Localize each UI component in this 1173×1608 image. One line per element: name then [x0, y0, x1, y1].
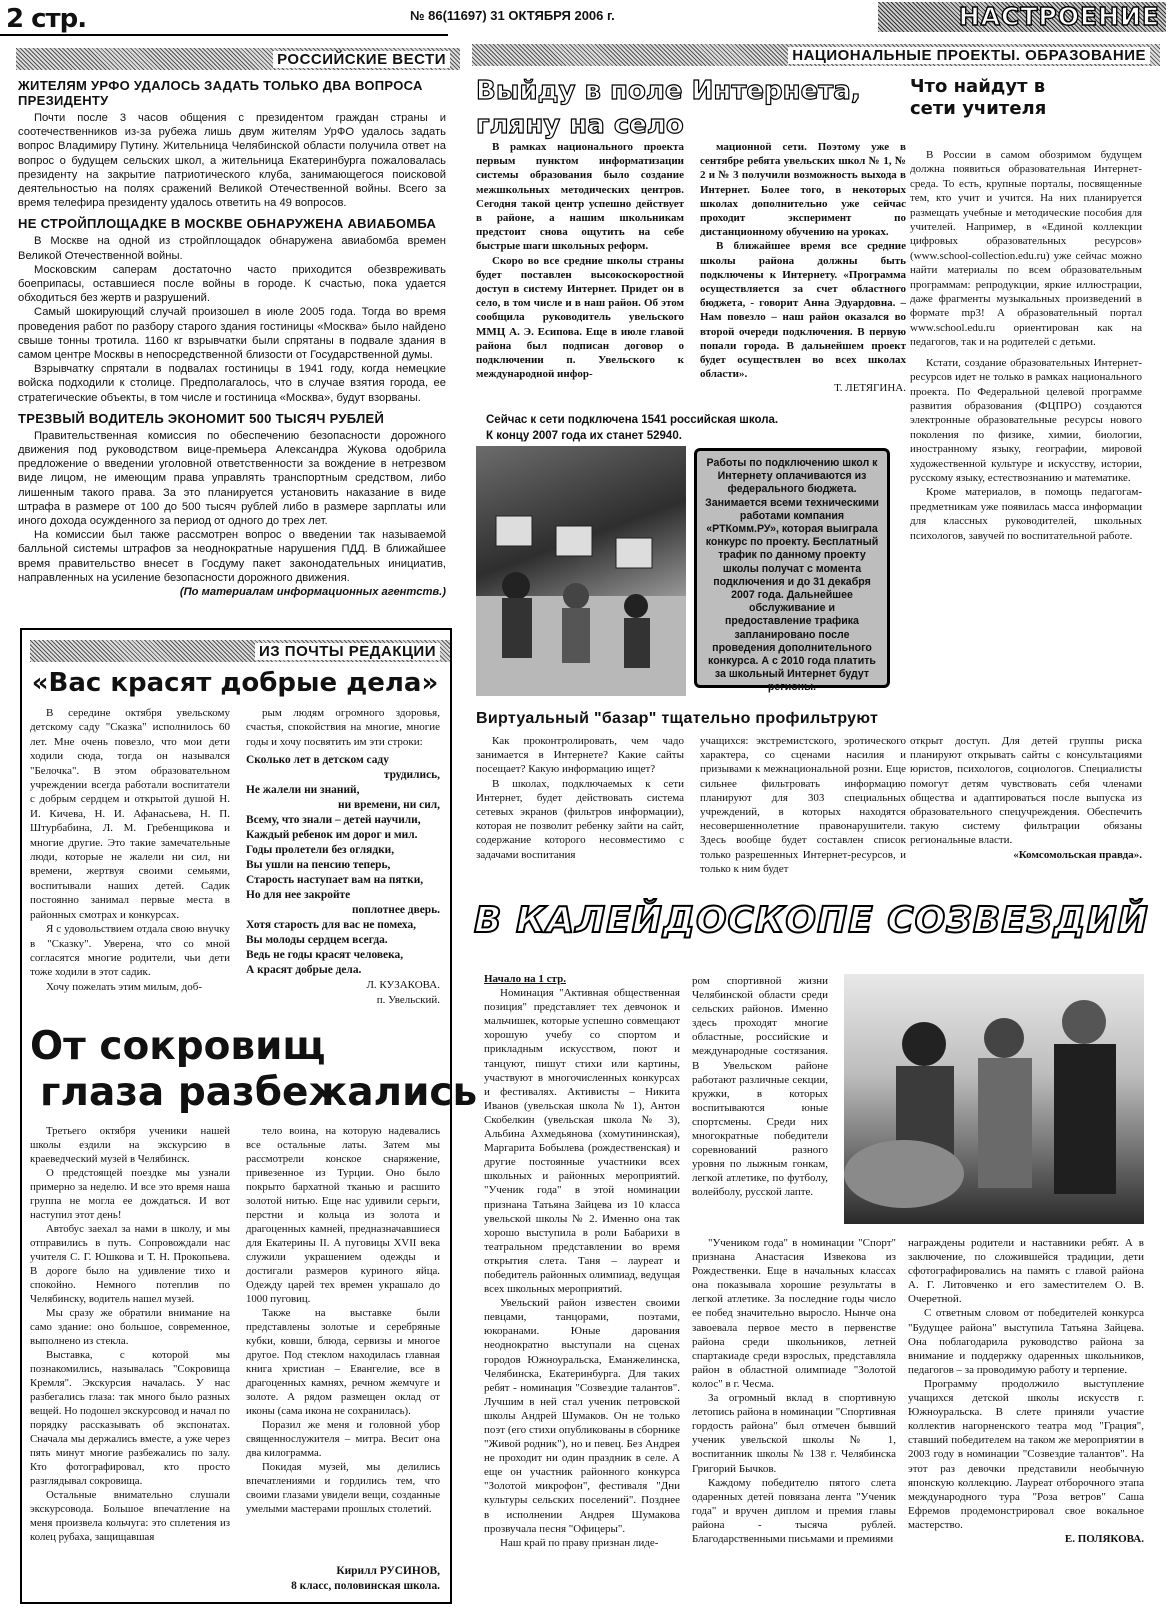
- mail-column-2: [246, 706, 440, 1007]
- rubric-russian-news: РОССИЙСКИЕ ВЕСТИ: [16, 48, 460, 70]
- mail-author: Л. КУЗАКОВА.: [366, 979, 440, 992]
- treasures-paragraph: Остальные внимательно слушали экскурсовода. Большое впечатление на меня произвела кольчуга: это сплетения из колец рубаха, защищавшая: [30, 1489, 230, 1543]
- mail-paragraph: Я с удовольствием отдала свою внучку в "Сказку". Уверена, что со мной согласятся многие родители, чьи дети тоже ходили в этот садик.: [30, 923, 230, 979]
- teachers-title: Что найдут в сети учителя: [910, 76, 1047, 119]
- treasures-paragraph: Мы сразу же обратили внимание на само здание: оно большое, современное, выполнено из стекла.: [30, 1307, 230, 1347]
- news-paragraph: На комиссии был также рассмотрен вопрос о введении так называемой балльной системы штрафов за неоднократные нарушения ПДД. В ближайшее время правительство внесет в Госдуму пакет законодательных инициатив, направленных на усиление безопасности дорожного движения.: [18, 529, 446, 584]
- rubric-national-projects: НАЦИОНАЛЬНЫЕ ПРОЕКТЫ. ОБРАЗОВАНИЕ: [472, 44, 1160, 66]
- bazaar-paragraph: открыт доступ. Для детей группы риска планируют открывать сайты с консультациями юристов, психологов, социологов. Специалисты помогут детям чувствовать себя членами общества и адаптироваться после выпуска из образовательного спецучреждения. Обеспечить такую систему фильтрации обязаны региональные власти.: [910, 735, 1142, 847]
- bazaar-column-2: [700, 734, 906, 876]
- bazaar-paragraph: учащихся: экстремистского, эротического характера, со сценами насилия и призывами к межнациональной розни. Еще сильнее фильтровать информацию планируют для 303 специальных учреждений, в которых находятся несовершеннолетние правонарушители. Здесь вообще будет составлен список только разрешенных Интернет-ресурсов, и только к ним будет: [700, 735, 906, 875]
- kaleidoscope-column-1: [484, 972, 680, 1550]
- poem-line: Вы молоды сердцем всегда.: [246, 934, 388, 947]
- kaleidoscope-paragraph: За огромный вклад в спортивную летопись района в номинации "Спортивная гордость района" был отмечен бывший ученик увельской школы № 1, воспитанник школы № 138 г. Челябинска Григорий Бычков.: [692, 1392, 896, 1475]
- news-headline: ТРЕЗВЫЙ ВОДИТЕЛЬ ЭКОНОМИТ 500 ТЫСЯЧ РУБЛЕЙ: [18, 410, 385, 426]
- funding-infobox: [694, 448, 890, 694]
- treasures-paragraph: О предстоящей поездке мы узнали примерно за неделю. И все это время наша группа не могла ее дождаться. И вот наступил этот день!: [30, 1167, 230, 1221]
- section-band: [878, 2, 1166, 32]
- internet-author: Т. ЛЕТЯГИНА.: [834, 382, 906, 395]
- poem-line: А красят добрые дела.: [246, 964, 362, 977]
- schools-banner: [476, 412, 906, 444]
- schools-banner-line: К концу 2007 года их станет 52940.: [486, 430, 682, 442]
- internet-paragraph: В рамках национального проекта первым пунктом информатизации системы образования было создание межшкольных методических центров. Сегодня такой центр успешно действует в районе, а нашим школьникам предстоит снова ощутить на себе быстрые шаги школьных реформ.: [476, 141, 684, 253]
- treasures-title: [30, 1024, 477, 1116]
- news-paragraph: Московским саперам достаточно часто приходится обезвреживать боеприпасы, оставшиеся после войны в городе. К счастью, пока удается обходиться без жертв и разрушений.: [18, 263, 446, 305]
- treasures-paragraph: Также на выставке были представлены золотые и серебряные кубки, ковши, блюда, сервизы и многое другое. Под стеклом находилась главная книга христиан – Евангелие, все в драгоценных камнях, речном жемчуге и золоте. А рядом размещен оклад от иконы (сама икона не сохранилась).: [246, 1307, 440, 1417]
- treasures-column-2: [246, 1124, 440, 1516]
- poem-line: Старость наступает вам на пятки,: [246, 874, 424, 887]
- internet-column-2: [700, 140, 906, 396]
- internet-paragraph: В ближайшее время все средние школы района должны быть подключены к Интернету. «Программа осуществляется за счет областного бюджета, - говорит Анна Эдуардовна. – Нам повезло – наш район оказался во второй очереди подключения. В первую попали города. В дальнейшем проект будет осуществлен во всех школах области».: [700, 240, 906, 381]
- treasures-paragraph: Покидая музей, мы делились впечатлениями и гордились тем, что своими глазами увидели вещи, созданные умелыми мастерами прошлых столетий.: [246, 1461, 440, 1515]
- kaleidoscope-paragraph: Программу продолжило выступление учащихся детской школы искусств г. Южноуральска. В слете приняли участие коллектив нагорненского театра мод "Грация", ставший победителем на таком же мероприятии в 2003 году в номинации "Созвездие талантов". На этот раз девочки представили необычную японскую коллекцию. Лауреат отборочного этапа международного тура "Роза ветров" Саша Ефремов продемонстрировал свое вокальное мастерство.: [908, 1377, 1144, 1531]
- treasures-paragraph: Поразил же меня и головной убор священнослужителя – митра. Весит она два килограмма.: [246, 1419, 440, 1459]
- poem-line: Годы пролетели без оглядки,: [246, 844, 395, 857]
- treasures-title-line: глаза разбежались: [40, 1070, 478, 1115]
- news-source: (По материалам информационных агентств.): [179, 586, 446, 599]
- mail-paragraph: рым людям огромного здоровья, счастья, спокойствия на многие, многие годы и хочу посвятить им эти строки:: [246, 707, 440, 748]
- teachers-paragraph: Кстати, создание образовательных Интернет-ресурсов идет не только в рамках национального проекта. По Федеральной целевой программе развития образования (ФЦПРО) создаются электронные образовательные ресурсы нового поколения по физике, химии, биологии, иностранному языку, географии, мировой художественной культуре и искусству, истории, русскому языку, естествознанию и математике.: [910, 356, 1142, 484]
- kaleidoscope-paragraph: Номинация "Активная общественная позиция" представляет тех девчонок и мальчишек, которые успешно совмещают хорошую учебу со спортом и прикладным искусством, поют и танцуют, пишут стихи или картины, участвуют в многочисленных конкурсах и фестивалях. Активисты – Никита Иванов (увельская школа № 1), Антон Скобелкин (увельская школа № 3), Альбина Ахмедьянова (хомутининская), Маргарита Бобылева (рождественская) и другие постоянные участники всех школьных и районных мероприятий. "Ученик года" в этой номинации признана Татьяна Зайцева из 10 класса увельской школы № 2. Именно она так хорошо выступила в роли Бабарихи в театральном представлении во время открытия слета. Таня – лауреат и победитель районных олимпиад, ведущая всех школьных мероприятий.: [484, 987, 681, 1296]
- header-rule: [0, 34, 448, 36]
- treasures-author-name: Кирилл РУСИНОВ,: [336, 1565, 440, 1577]
- mail-paragraph: Хочу пожелать этим милым, доб-: [46, 980, 203, 993]
- kaleidoscope-column-3: [908, 1236, 1144, 1546]
- news-headline: НЕ СТРОЙПЛОЩАДКЕ В МОСКВЕ ОБНАРУЖЕНА АВИАБОМБА: [18, 216, 437, 232]
- continued-note: Начало на 1 стр.: [484, 973, 566, 985]
- poem-line: Хотя старость для вас не помеха,: [246, 919, 417, 932]
- treasures-title-line: От сокровищ: [30, 1024, 326, 1069]
- mail-poem: [246, 753, 440, 978]
- internet-paragraph: Скоро во все средние школы страны будет поставлен высокоскоростной доступ в систему Интернет. Придет он в село, в том числе и в наш район. Об этом сообщила руководитель увельского ММЦ А. Э. Есипова. Еще в июле главой района был подписан договор о подключении п. Увельского к международной инфор-: [476, 254, 684, 381]
- kaleidoscope-author: Е. ПОЛЯКОВА.: [1064, 1532, 1144, 1545]
- teachers-paragraph: Кроме материалов, в помощь педагогам-предметникам уже появилась масса информации для классных руководителей, школьных психологов, завучей по воспитательной работе.: [910, 486, 1142, 542]
- page-number: 2 стр.: [6, 4, 87, 34]
- news-paragraph: Взрывчатку спрятали в подвалах гостиницы в 1941 году, когда немецкие войска подходили к столице. Предполагалось, что в случае взятия города, ее стратегические объекты, в том числе и гостиница «Москва», будут взорваны.: [18, 363, 446, 404]
- poem-line: Но для нее закройте: [246, 889, 351, 902]
- mail-author-place: п. Увельский.: [376, 993, 440, 1006]
- russian-news-block: [18, 72, 446, 598]
- poem-line: Ведь не годы красят человека,: [246, 949, 404, 962]
- poem-line: ни времени, ни сил,: [338, 799, 440, 812]
- internet-column-1: [476, 140, 684, 381]
- kaleidoscope-paragraph: "Учеником года" в номинации "Спорт" признана Анастасия Извекова из Рождественки. Еще в начальных классах она показывала хорошие результаты в легкой атлетике. За последние годы число ее побед значительно выросло. Нынче она завоевала первое место в первенстве района среди школьников, летней спартакиаде среди взрослых, представляла район в областной олимпиаде "Золотой колос" в г. Чесма.: [692, 1237, 896, 1390]
- issue-line: № 86(11697) 31 ОКТЯБРЯ 2006 г.: [410, 8, 615, 23]
- kaleidoscope-column-2: [692, 1236, 896, 1546]
- kaleidoscope-paragraph: ром спортивной жизни Челябинской области среди сельских районов. Именно здесь проходят многие областные, российские и международные состязания. В Увельском районе работают различные секции, кружки, в которых воспитываются юные спортсмены. Среди них многократные победители соревнований разного уровня по лыжным гонкам, легкой атлетике, по футболу, волейболу, русской лапте.: [692, 975, 828, 1199]
- news-paragraph: В Москве на одной из стройплощадок обнаружена авиабомба времен Великой Отечественной войны.: [18, 235, 446, 262]
- news-paragraph: Почти после 3 часов общения с президентом граждан страны и соотечественников из-за рубежа лишь двум жителям УрФО удалось задать вопрос Владимиру Путину. Жительница Челябинской области получила ответ на вопрос о будущем сельских школ, а жительница Екатеринбурга пожаловалась президенту на закрытие патриотического клуба, занимающегося поисковой деятельностью на полях сражений Великой Отечественной войны. Всего за время телефира президенту удалось ответить на 49 вопросов.: [18, 112, 446, 210]
- section-title: НАСТРОЕНИЕ: [958, 2, 1160, 31]
- treasures-author: [246, 1564, 440, 1594]
- poem-line: Не жалели ни знаний,: [246, 784, 360, 797]
- bazaar-source: «Комсомольская правда».: [1013, 848, 1142, 861]
- teachers-column: [910, 148, 1142, 543]
- mail-paragraph: В середине октября увельскому детскому саду "Сказка" исполнилось 60 лет. Мне очень повезло, что мои дети ходили сюда, тогда он назывался "Белочка". В этом образовательном учреждении всегда работали воспитатели с добрым сердцем и открытой душой Н. И. Кичева, Н. И. Афанасьева, Н. П. Штурбабина, Л. М. Гребенщикова и многие другие. Это такие замечательные люди, которые не жалели ни сил, ни времени, жертвуя своими семьями, воспитывали наших детей. Садик постоянно занимал первые места в районных смотрах и конкурсах.: [30, 707, 230, 921]
- internet-paragraph: мационной сети. Поэтому уже в сентябре ребята увельских школ № 1, № 2 и № 3 получили возможность выхода в Интернет. Более того, в некоторых школах дополнительно уже сейчас проходит эксперимент по дистанционному обучению на уроках.: [700, 141, 906, 239]
- bazaar-column-3: [910, 734, 1142, 862]
- treasures-paragraph: Третьего октября ученики нашей школы ездили на экскурсию в краеведческий музей в Челябинск.: [30, 1125, 230, 1165]
- award-photo: [844, 974, 1144, 1224]
- treasures-paragraph: Автобус заехал за нами в школу, и мы отправились в путь. Сопровождали нас учителя С. Г. Юшкова и Т. Н. Прокопьева. В дороге было на удивление тихо и спокойно. Немного потеплив по Челябинску, водитель нашел музей.: [30, 1223, 230, 1305]
- poem-line: Вы ушли на пенсию теперь,: [246, 859, 391, 872]
- poem-line: Сколько лет в детском саду: [246, 754, 389, 767]
- mail-title: «Вас красят добрые дела»: [31, 668, 439, 698]
- poem-line: трудились,: [383, 769, 440, 782]
- kaleidoscope-paragraph: Наш край по праву признан лиде-: [500, 1536, 659, 1549]
- news-paragraph: Самый шокирующий случай произошел в июле 2005 года. Тогда во время проведения работ по разбору старого здания гостиницы «Москва» было найдено свыше тонны тротила. 1160 кг взрывчатки были спрятаны в подвале здания в самом центре Москвы в непосредственной близости от Государственной думы.: [18, 306, 446, 362]
- treasures-paragraph: Выставка, с которой мы познакомились, называлась "Сокровища Кремля". Экскурсия началась. У нас разбегались глаза: так много было разных вещей. Но подошел экскурсовод и начал по порядку рассказывать об экспонатах. Сначала мы держались вместе, а уже через пять минут многие разбежались по залу. Кто фотографировал, кто просто разглядывал сокровища.: [30, 1349, 230, 1487]
- kaleidoscope-paragraph: награждены родители и наставники ребят. А в заключение, по сложившейся традиции, дети сфотографировались на память с главой района А. Г. Литовченко и его заместителем О. В. Очеретной.: [908, 1237, 1144, 1306]
- award-illustration: [844, 974, 1144, 1224]
- news-paragraph: Правительственная комиссия по обеспечению безопасности дорожного движения под руководством вице-премьера Александра Жукова одобрила предложение о введении уголовной ответственности за вождение в нетрезвом виде лицом, не имеющим права управлять транспортным средством, либо лишенным такого права. За это планируется установить наказание в виде штрафа в размере от 100 до 500 тысяч рублей либо в размере зарплаты или иного дохода осужденного за период от одного до трех лет.: [18, 429, 446, 528]
- kaleidoscope-column-2-top: [692, 974, 828, 1200]
- kaleidoscope-paragraph: С ответным словом от победителей конкурса "Будущее района" выступила Татьяна Зайцева. Она поблагодарила руководство района за внимание и поддержку одаренных школьников, педагогов – за проводимую работу и терпение.: [908, 1307, 1144, 1376]
- internet-title: [476, 74, 861, 142]
- mail-column-1: [30, 706, 230, 994]
- bazaar-paragraph: Как проконтролировать, чем чадо занимается в Интернете? Какие сайты посещает? Какую информацию ищет?: [476, 735, 684, 776]
- computer-class-illustration: [476, 446, 686, 696]
- kaleidoscope-title: В КАЛЕЙДОСКОПЕ СОЗВЕЗДИЙ: [474, 900, 1149, 941]
- treasures-column-1: [30, 1124, 230, 1544]
- bazaar-title: Виртуальный "базар" тщательно профильтруют: [476, 710, 879, 727]
- internet-title-line: Выйду в поле Интернета,: [476, 76, 861, 106]
- treasures-author-school: 8 класс, половинская школа.: [291, 1580, 440, 1592]
- poem-line: Каждый ребенок им дорог и мил.: [246, 829, 418, 842]
- funding-text: Работы по подключению школ к Интернету оплачиваются из федерального бюджета. Занимается всеми техническими работами компания «РТКомм.РУ», которая выиграла конкурс по проекту. Бесплатный трафик по данному проекту школы получат с момента подключения и до 31 декабря 2007 года. Дальнейшее обслуживание и предоставление трафика запланировано после проведения дополнительного конкурса. А с 2010 года платить за школьный Интернет будут регионы.: [705, 457, 879, 694]
- schools-banner-line: Сейчас к сети подключена 1541 российская школа.: [486, 414, 779, 426]
- bazaar-paragraph: В школах, подключаемых к сети Интернет, будет действовать система сетевых экранов (фильтров информации), которая не позволит ребенку зайти на сайт, содержание которого несовместимо с задачами воспитания: [476, 777, 684, 861]
- internet-title-line: гляну на село: [476, 110, 684, 140]
- treasures-paragraph: тело воина, на которую надевались все остальные латы. Затем мы рассмотрели конское снаряжение, привезенное из Турции. Оно было покрыто бархатной тканью и расшито золотой нитью. Еще нас удивили серьги, перстни и кольца из золота и драгоценных камней, предназначавшиеся для Екатерины II. А пуговицы XVII века служили украшением одежды и достигали размеров куриного яйца. Одежду царей тех времен украшало до 1000 пуговиц.: [246, 1125, 440, 1305]
- kaleidoscope-paragraph: Каждому победителю пятого слета одаренных детей повязана лента "Ученик года" и вручен диплом и премия главы района - тысяча рублей. Благодарственными письмами и премиями: [692, 1476, 896, 1545]
- computer-class-photo: [476, 446, 686, 696]
- rubric-mail: ИЗ ПОЧТЫ РЕДАКЦИИ: [30, 640, 450, 662]
- teachers-paragraph: В России в самом обозримом будущем должна появиться образовательная Интернет-среда. То есть, крупные порталы, посвященные тем, кто учит и учится. На них планируется размещать учебные и методические пособия для учителей. Например, в «Единой коллекции цифровых образовательных ресурсов» (www.school-collection.edu.ru) уже сейчас можно найти материалы по всем образовательным программам: репродукции, яркие иллюстрации, даже фрагменты музыкальных произведений в формате mp3! А образовательный портал www.school.edu.ru ориентирован как на педагогов, так и на родителей с детьми.: [910, 149, 1142, 349]
- kaleidoscope-paragraph: Увельский район известен своими певцами, танцорами, поэтами, юкоранами. Юные дарования неоднократно выступали на сценах городов Южноуральска, Еманжелинска, Челябинска, Екатеринбурга. Для таких ребят - номинация "Созвездие талантов". Лучшим в ней стал ученик петровской школы Андрей Шумаков. Он не только поэт (его стихи опубликованы в сборнике "Живой родник"), но и певец. Без Андрея не проходит ни один праздник в селе. А еще он участник районного конкурса "Золотой микрофон", фестиваля "Дни культуры сельских поселений". Позднее в исполнении Андрея Шумакова прозвучала песня "Офицеры".: [484, 1297, 680, 1535]
- poem-line: поплотнее дверь.: [351, 904, 440, 917]
- news-headline: ЖИТЕЛЯМ УРФО УДАЛОСЬ ЗАДАТЬ ТОЛЬКО ДВА ВОПРОСА ПРЕЗИДЕНТУ: [18, 78, 423, 108]
- poem-line: Всему, что знали – детей научили,: [246, 814, 421, 827]
- bazaar-column-1: [476, 734, 684, 862]
